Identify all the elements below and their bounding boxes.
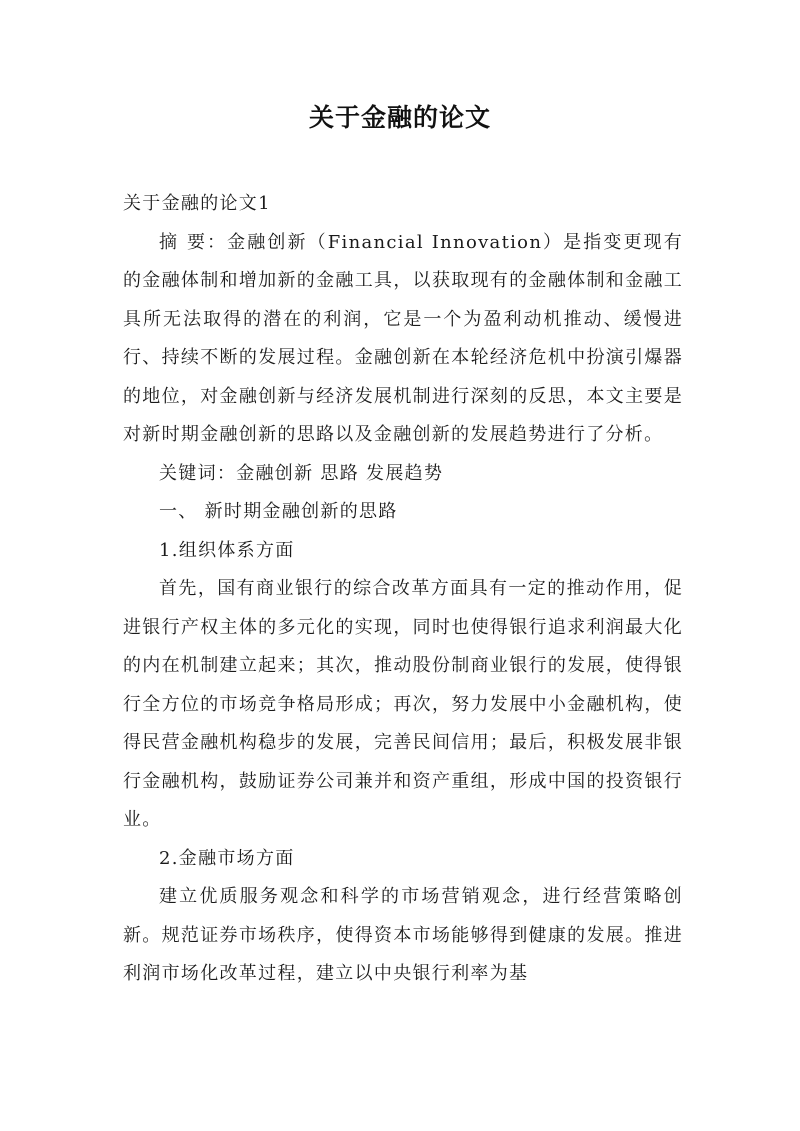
- section-heading-1: 一、 新时期金融创新的思路: [159, 501, 398, 522]
- document-title: 关于金融的论文: [308, 103, 491, 132]
- keywords-paragraph: 关键词：金融创新 思路 发展趋势: [159, 462, 444, 484]
- abstract-paragraph: 摘 要：金融创新（Financial Innovation）是指变更现有的金融体制和增加新的金融工具，以获取现有的金融体制和金融工具所无法取得的潜在的利润，它是一个为盈利动机推动、缓慢进行、持续不断的发展过程。金融创新在本轮经济危机中扮演引爆器的地位，对金融创新与经济发展机制进行深刻的反思，本文主要是对新时期金融创新的思路以及金融创新的发展趋势进行了分析。: [123, 231, 683, 445]
- body-paragraph-2: 建立优质服务观念和科学的市场营销观念，进行经营策略创新。规范证券市场秩序，使得资本市场能够得到健康的发展。推进利润市场化改革过程，建立以中央银行利率为基: [123, 886, 683, 984]
- section-heading: 关于金融的论文1: [123, 193, 271, 214]
- body-paragraph-1: 首先，国有商业银行的综合改革方面具有一定的推动作用，促进银行产权主体的多元化的实现，同时也使得银行追求利润最大化的内在机制建立起来；其次，推动股份制商业银行的发展，使得银行全方位的市场竞争格局形成；再次，努力发展中小金融机构，使得民营金融机构稳步的发展，完善民间信用；最后，积极发展非银行金融机构，鼓励证券公司兼并和资产重组，形成中国的投资银行业。: [123, 578, 683, 830]
- subsection-heading-2: 2.金融市场方面: [159, 847, 295, 869]
- document-body: [123, 185, 683, 994]
- subsection-heading-1: 1.组织体系方面: [159, 539, 295, 561]
